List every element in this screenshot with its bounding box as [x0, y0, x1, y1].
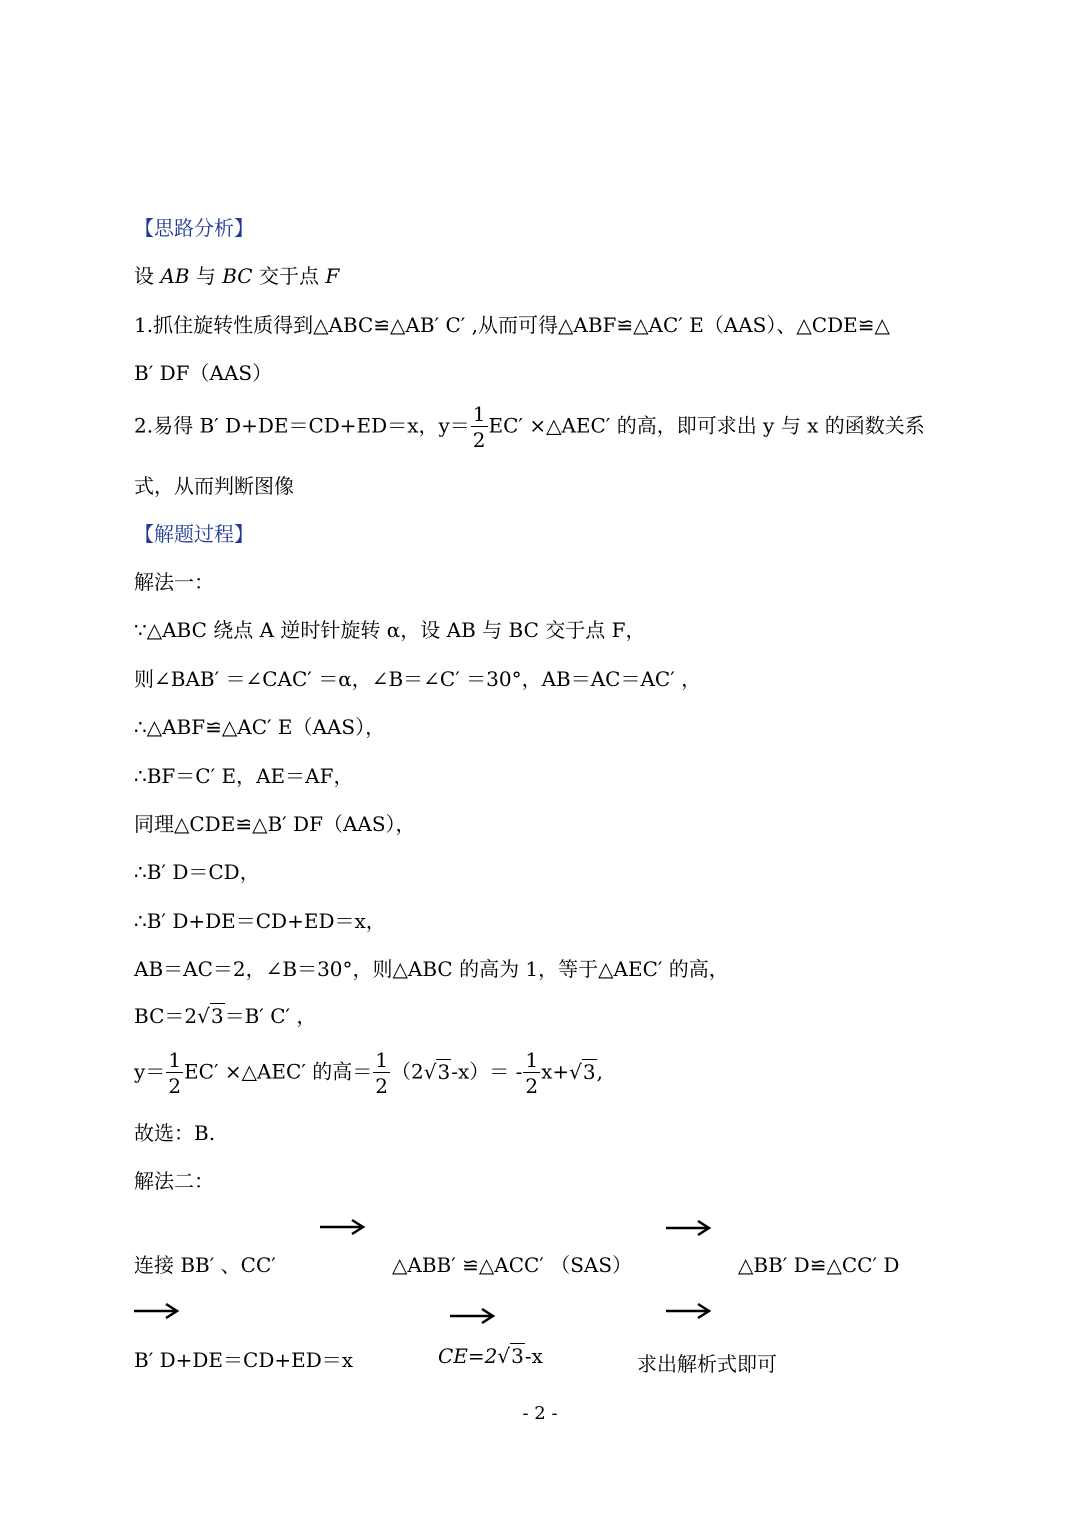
fraction-numerator: 1: [525, 1048, 539, 1072]
eq-text: EC′ ×△AEC′ 的高＝: [184, 1059, 373, 1084]
fraction-one-half: [471, 404, 488, 450]
sqrt-expression: [197, 1006, 224, 1026]
flow-arrow-icon: [664, 1218, 712, 1238]
eq-text: ,: [596, 1059, 603, 1084]
radical-sign: √: [569, 1059, 582, 1084]
method1-line: ∵△ABC 绕点 A 逆时针旋转 α，设 AB 与 BC 交于点 F，: [134, 618, 646, 642]
bc-text: ＝B′ C′ ，: [224, 1004, 317, 1028]
method1-line: ∴BF＝C′ E，AE＝AF，: [134, 764, 354, 788]
eq-text: x+: [541, 1059, 570, 1084]
radicand: 3: [582, 1059, 596, 1084]
method1-y-equation: [134, 1050, 603, 1096]
radical-sign: √: [423, 1059, 437, 1084]
method1-line: AB＝AC＝2，∠B＝30°，则△ABC 的高为 1，等于△AEC′ 的高，: [134, 957, 729, 981]
radicand: 3: [511, 1344, 524, 1368]
eq-text: （2: [390, 1059, 424, 1084]
method2-title: 解法二：: [134, 1169, 214, 1193]
method1-line: ∴B′ D+DE＝CD+ED＝x，: [134, 909, 386, 933]
bc-text: BC＝2: [134, 1004, 198, 1028]
ce-text: -x: [524, 1344, 543, 1368]
section-heading-solution: 【解题过程】: [134, 522, 254, 546]
fraction-denominator: 2: [375, 1074, 388, 1098]
flow-arrow-icon: [132, 1301, 180, 1321]
method1-answer: 故选：B.: [134, 1121, 216, 1145]
method1-line: 则∠BAB′ ＝∠CAC′ ＝α，∠B＝∠C′ ＝30°，AB＝AC＝AC′ ，: [134, 667, 702, 691]
fraction-denominator: 2: [525, 1074, 539, 1098]
analysis-step2-line2: 式，从而判断图像: [134, 474, 294, 498]
fraction-numerator: 1: [168, 1048, 182, 1072]
flow-step-solve: 求出解析式即可: [637, 1352, 777, 1376]
fraction-one-half: [523, 1050, 540, 1096]
fraction-denominator: 2: [168, 1074, 182, 1098]
eq-text: -x）＝ -: [451, 1059, 523, 1084]
flow-arrow-icon: [448, 1306, 496, 1326]
analysis-intro: [134, 266, 339, 286]
method1-line: 同理△CDE≌△B′ DF（AAS），: [134, 812, 416, 836]
intro-text: 设: [134, 264, 161, 288]
method1-bc-line: [134, 1006, 316, 1026]
eq-text: y＝: [134, 1059, 166, 1084]
flow-step-sum: B′ D+DE＝CD+ED＝x: [134, 1348, 354, 1372]
radical-sign: √: [497, 1344, 511, 1368]
intro-text: 交于点: [252, 264, 326, 288]
sqrt-expression: [569, 1059, 596, 1084]
intro-segment-ab: AB: [160, 264, 190, 288]
fraction-numerator: 1: [375, 1048, 388, 1072]
flow-step-ce: [438, 1346, 543, 1366]
flow-step-congruence-abb: △ABB′ ≌△ACC′ （SAS）: [392, 1253, 633, 1277]
intro-point-f: F: [325, 264, 340, 288]
flow-arrow-icon: [664, 1301, 712, 1321]
radicand: 3: [437, 1059, 451, 1084]
fraction-denominator: 2: [472, 428, 486, 452]
analysis-step1-line1: 1.抓住旋转性质得到△ABC≌△AB′ C′ ,从而可得△ABF≌△AC′ E（AAS）、△CDE≌△: [134, 313, 890, 337]
section-heading-analysis: 【思路分析】: [134, 216, 254, 240]
ce-text: CE=2: [438, 1344, 498, 1368]
sqrt-expression: [423, 1059, 451, 1084]
sqrt-expression: [497, 1346, 524, 1366]
fraction-one-half: [373, 1050, 390, 1096]
flow-step-congruence-bbd: △BB′ D≌△CC′ D: [738, 1253, 900, 1277]
radical-sign: √: [197, 1004, 210, 1028]
method1-line: ∴B′ D＝CD，: [134, 860, 260, 884]
radicand: 3: [210, 1004, 224, 1028]
page-number: - 2 -: [522, 1403, 558, 1424]
flow-step-connect: 连接 BB′ 、CC′: [134, 1253, 276, 1277]
method1-title: 解法一：: [134, 570, 214, 594]
intro-text: 与: [189, 264, 223, 288]
analysis-step2-line1: [134, 404, 925, 450]
analysis-step1-line2: B′ DF（AAS）: [134, 361, 273, 385]
fraction-one-half: [166, 1050, 183, 1096]
method1-line: ∴△ABF≌△AC′ E（AAS），: [134, 715, 386, 739]
step2-text: 2.易得 B′ D+DE＝CD+ED＝x，y＝: [134, 413, 470, 438]
flow-arrow-icon: [318, 1217, 366, 1237]
fraction-numerator: 1: [472, 402, 486, 426]
intro-segment-bc: BC: [222, 264, 253, 288]
step2-text: EC′ ×△AEC′ 的高，即可求出 y 与 x 的函数关系: [488, 413, 925, 438]
